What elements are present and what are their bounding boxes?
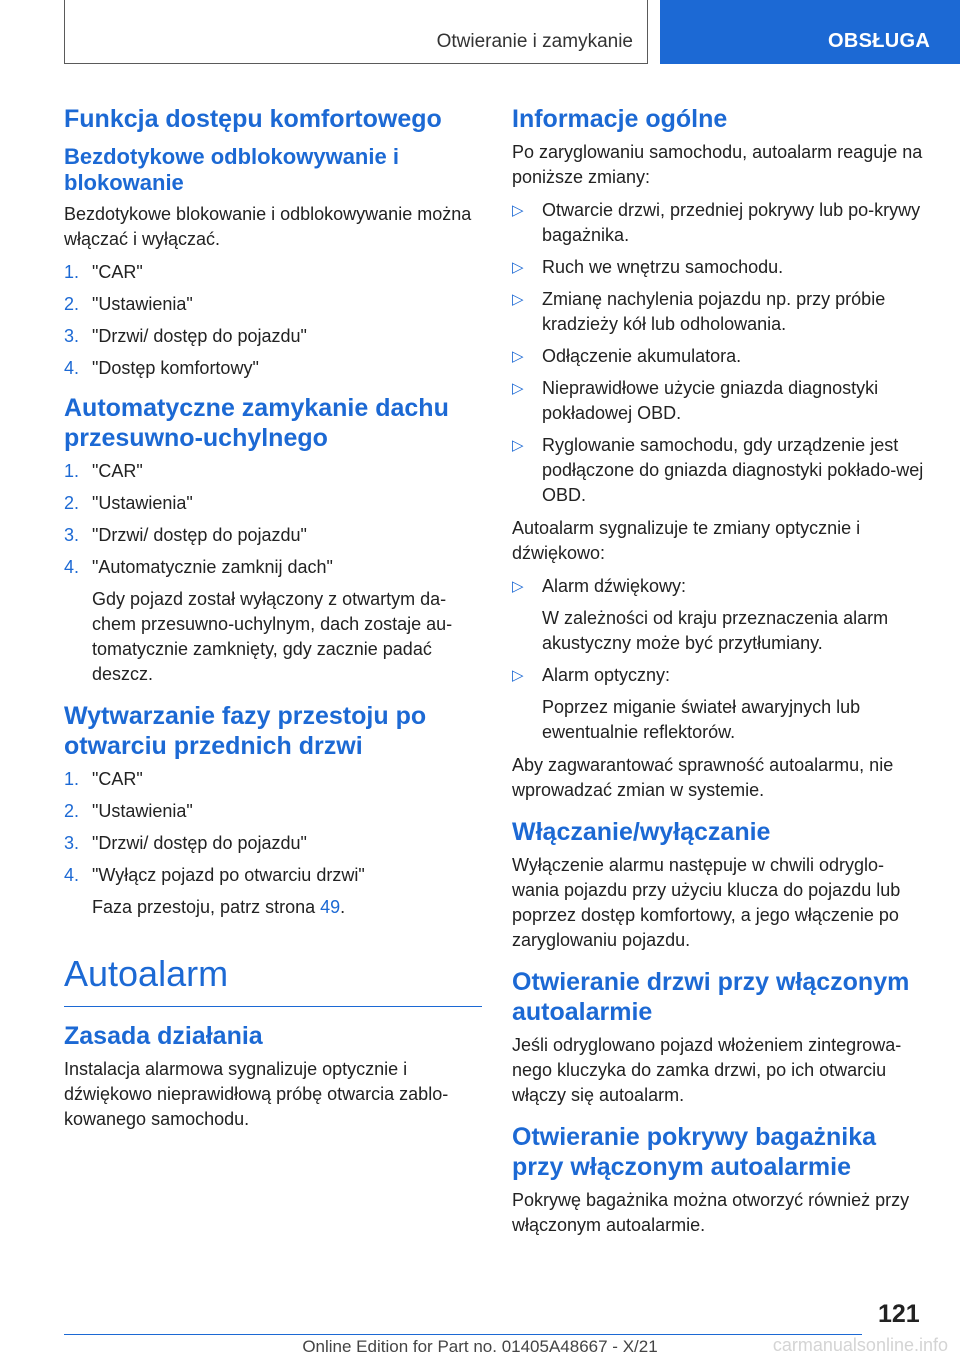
step-note: Gdy pojazd został wyłączony z otwartym da‐chem przesuwno-uchylnym, dach zostaje au‐tomatycznie zamknięty, gdy zacznie padać deszcz.: [92, 589, 453, 684]
list-item-detail: Poprzez miganie świateł awaryjnych lub ewentualnie reflektorów.: [542, 697, 861, 742]
bullet-list-1: [512, 198, 926, 508]
triangle-bullet-icon: ▷: [512, 380, 524, 397]
list-item: 3. "Drzwi/ dostęp do pojazdu": [64, 525, 307, 545]
list-item: 2. "Ustawienia": [64, 294, 193, 314]
heading-principle: Zasada działania: [64, 1022, 263, 1050]
list-item: ▷ Zmianę nachylenia pojazdu np. przy próbie kradzieży kół lub odholowania.: [512, 289, 886, 334]
list-item: ▷ Nieprawidłowe użycie gniazda diagnostyki pokładowej OBD.: [512, 378, 879, 423]
watermark: carmanualsonline.info: [772, 1335, 948, 1355]
heading-auto-roof: Automatyczne zamykanie dachu przesuwno-uchylnego: [64, 394, 449, 452]
paragraph: Pokrywę bagażnika można otworzyć również przy włączonym autoalarmie.: [512, 1190, 910, 1235]
triangle-bullet-icon: ▷: [512, 578, 524, 595]
chapter-title: Otwieranie i zamykanie: [436, 31, 633, 52]
steps-list-3: [64, 767, 482, 888]
triangle-bullet-icon: ▷: [512, 291, 524, 308]
paragraph: Jeśli odryglowano pojazd włożeniem zintegrowa‐nego kluczyka do zamka drzwi, po ich otwarciu włączy się autoalarm.: [512, 1035, 902, 1105]
paragraph: Instalacja alarmowa sygnalizuje optycznie i dźwiękowo nieprawidłową próbę otwarcia zablo‐kowanego samochodu.: [64, 1059, 449, 1129]
steps-list-2: [64, 459, 482, 580]
page-link[interactable]: 49: [320, 897, 341, 917]
list-item: 3. "Drzwi/ dostęp do pojazdu": [64, 833, 307, 853]
triangle-bullet-icon: ▷: [512, 437, 524, 454]
list-item: 4. "Dostęp komfortowy": [64, 358, 259, 378]
steps-list-1: [64, 260, 482, 381]
list-item: 4. "Automatycznie zamknij dach": [64, 557, 333, 577]
heading-standby-phase: Wytwarzanie fazy przestoju po otwarciu przednich drzwi: [64, 702, 427, 760]
list-item: 1. "CAR": [64, 769, 143, 789]
footer-edition: Online Edition for Part no. 01405A48667 - X/21: [302, 1337, 658, 1356]
list-item: 4. "Wyłącz pojazd po otwarciu drzwi": [64, 865, 365, 885]
list-item: 3. "Drzwi/ dostęp do pojazdu": [64, 326, 307, 346]
triangle-bullet-icon: ▷: [512, 259, 524, 276]
list-item: ▷ Odłączenie akumulatora.: [512, 344, 926, 369]
heading-general-info: Informacje ogólne: [512, 105, 728, 133]
list-item: ▷ Ryglowanie samochodu, gdy urządzenie jest podłączone do gniazda diagnostyki pokłado‐wej OBD.: [512, 435, 924, 505]
paragraph: Bezdotykowe blokowanie i odblokowywanie można włączać i wyłączać.: [64, 204, 472, 249]
chapter-heading-alarm: Autoalarm: [64, 952, 482, 1007]
paragraph: Aby zagwarantować sprawność autoalarmu, nie wprowadzać zmian w systemie.: [512, 755, 894, 800]
list-item: 2. "Ustawienia": [64, 493, 193, 513]
footer-divider: [64, 1334, 862, 1335]
heading-on-off: Włączanie/wyłączanie: [512, 818, 771, 846]
heading-open-trunk: Otwieranie pokrywy bagażnika przy włączonym autoalarmie: [512, 1123, 877, 1181]
section-tab-label: OBSŁUGA: [828, 30, 931, 52]
list-item: ▷ Otwarcie drzwi, przedniej pokrywy lub po‐krywy bagażnika.: [512, 200, 921, 245]
page-number: 121: [878, 1300, 920, 1328]
list-item: ▷ Alarm optyczny: Poprzez miganie świateł awaryjnych lub ewentualnie reflektorów.: [512, 663, 926, 745]
paragraph: Po zaryglowaniu samochodu, autoalarm reaguje na poniższe zmiany:: [512, 142, 923, 187]
subheading-contactless: Bezdotykowe odblokowywanie i blokowanie: [64, 144, 399, 195]
list-item: 2. "Ustawienia": [64, 801, 193, 821]
list-item: ▷ Ruch we wnętrzu samochodu.: [512, 255, 926, 280]
heading-open-doors: Otwieranie drzwi przy włączonym autoalarmie: [512, 968, 910, 1026]
triangle-bullet-icon: ▷: [512, 348, 524, 365]
paragraph: Wyłączenie alarmu następuje w chwili odryglo‐wania pojazdu przy użyciu klucza do pojazdu lub poprzez dostęp komfortowy, a jego włączenie po zaryglowaniu pojazdu.: [512, 855, 901, 950]
list-item-detail: W zależności od kraju przeznaczenia alarm akustyczny może być przytłumiany.: [542, 608, 889, 653]
triangle-bullet-icon: ▷: [512, 667, 524, 684]
list-item: 1. "CAR": [64, 461, 143, 481]
list-item: ▷ Alarm dźwiękowy: W zależności od kraju przeznaczenia alarm akustyczny może być przytłumiany.: [512, 574, 926, 656]
list-item: 1. "CAR": [64, 262, 143, 282]
right-column: [512, 104, 926, 1246]
left-column: [64, 104, 482, 1140]
triangle-bullet-icon: ▷: [512, 202, 524, 219]
section-tab[interactable]: [660, 0, 960, 64]
paragraph: Autoalarm sygnalizuje te zmiany optycznie i dźwiękowo:: [512, 518, 861, 563]
heading-comfort-access: Funkcja dostępu komfortowego: [64, 105, 442, 133]
header-frame: [64, 0, 648, 64]
step-note: Faza przestoju, patrz strona 49.: [92, 897, 346, 917]
bullet-list-2: [512, 574, 926, 745]
